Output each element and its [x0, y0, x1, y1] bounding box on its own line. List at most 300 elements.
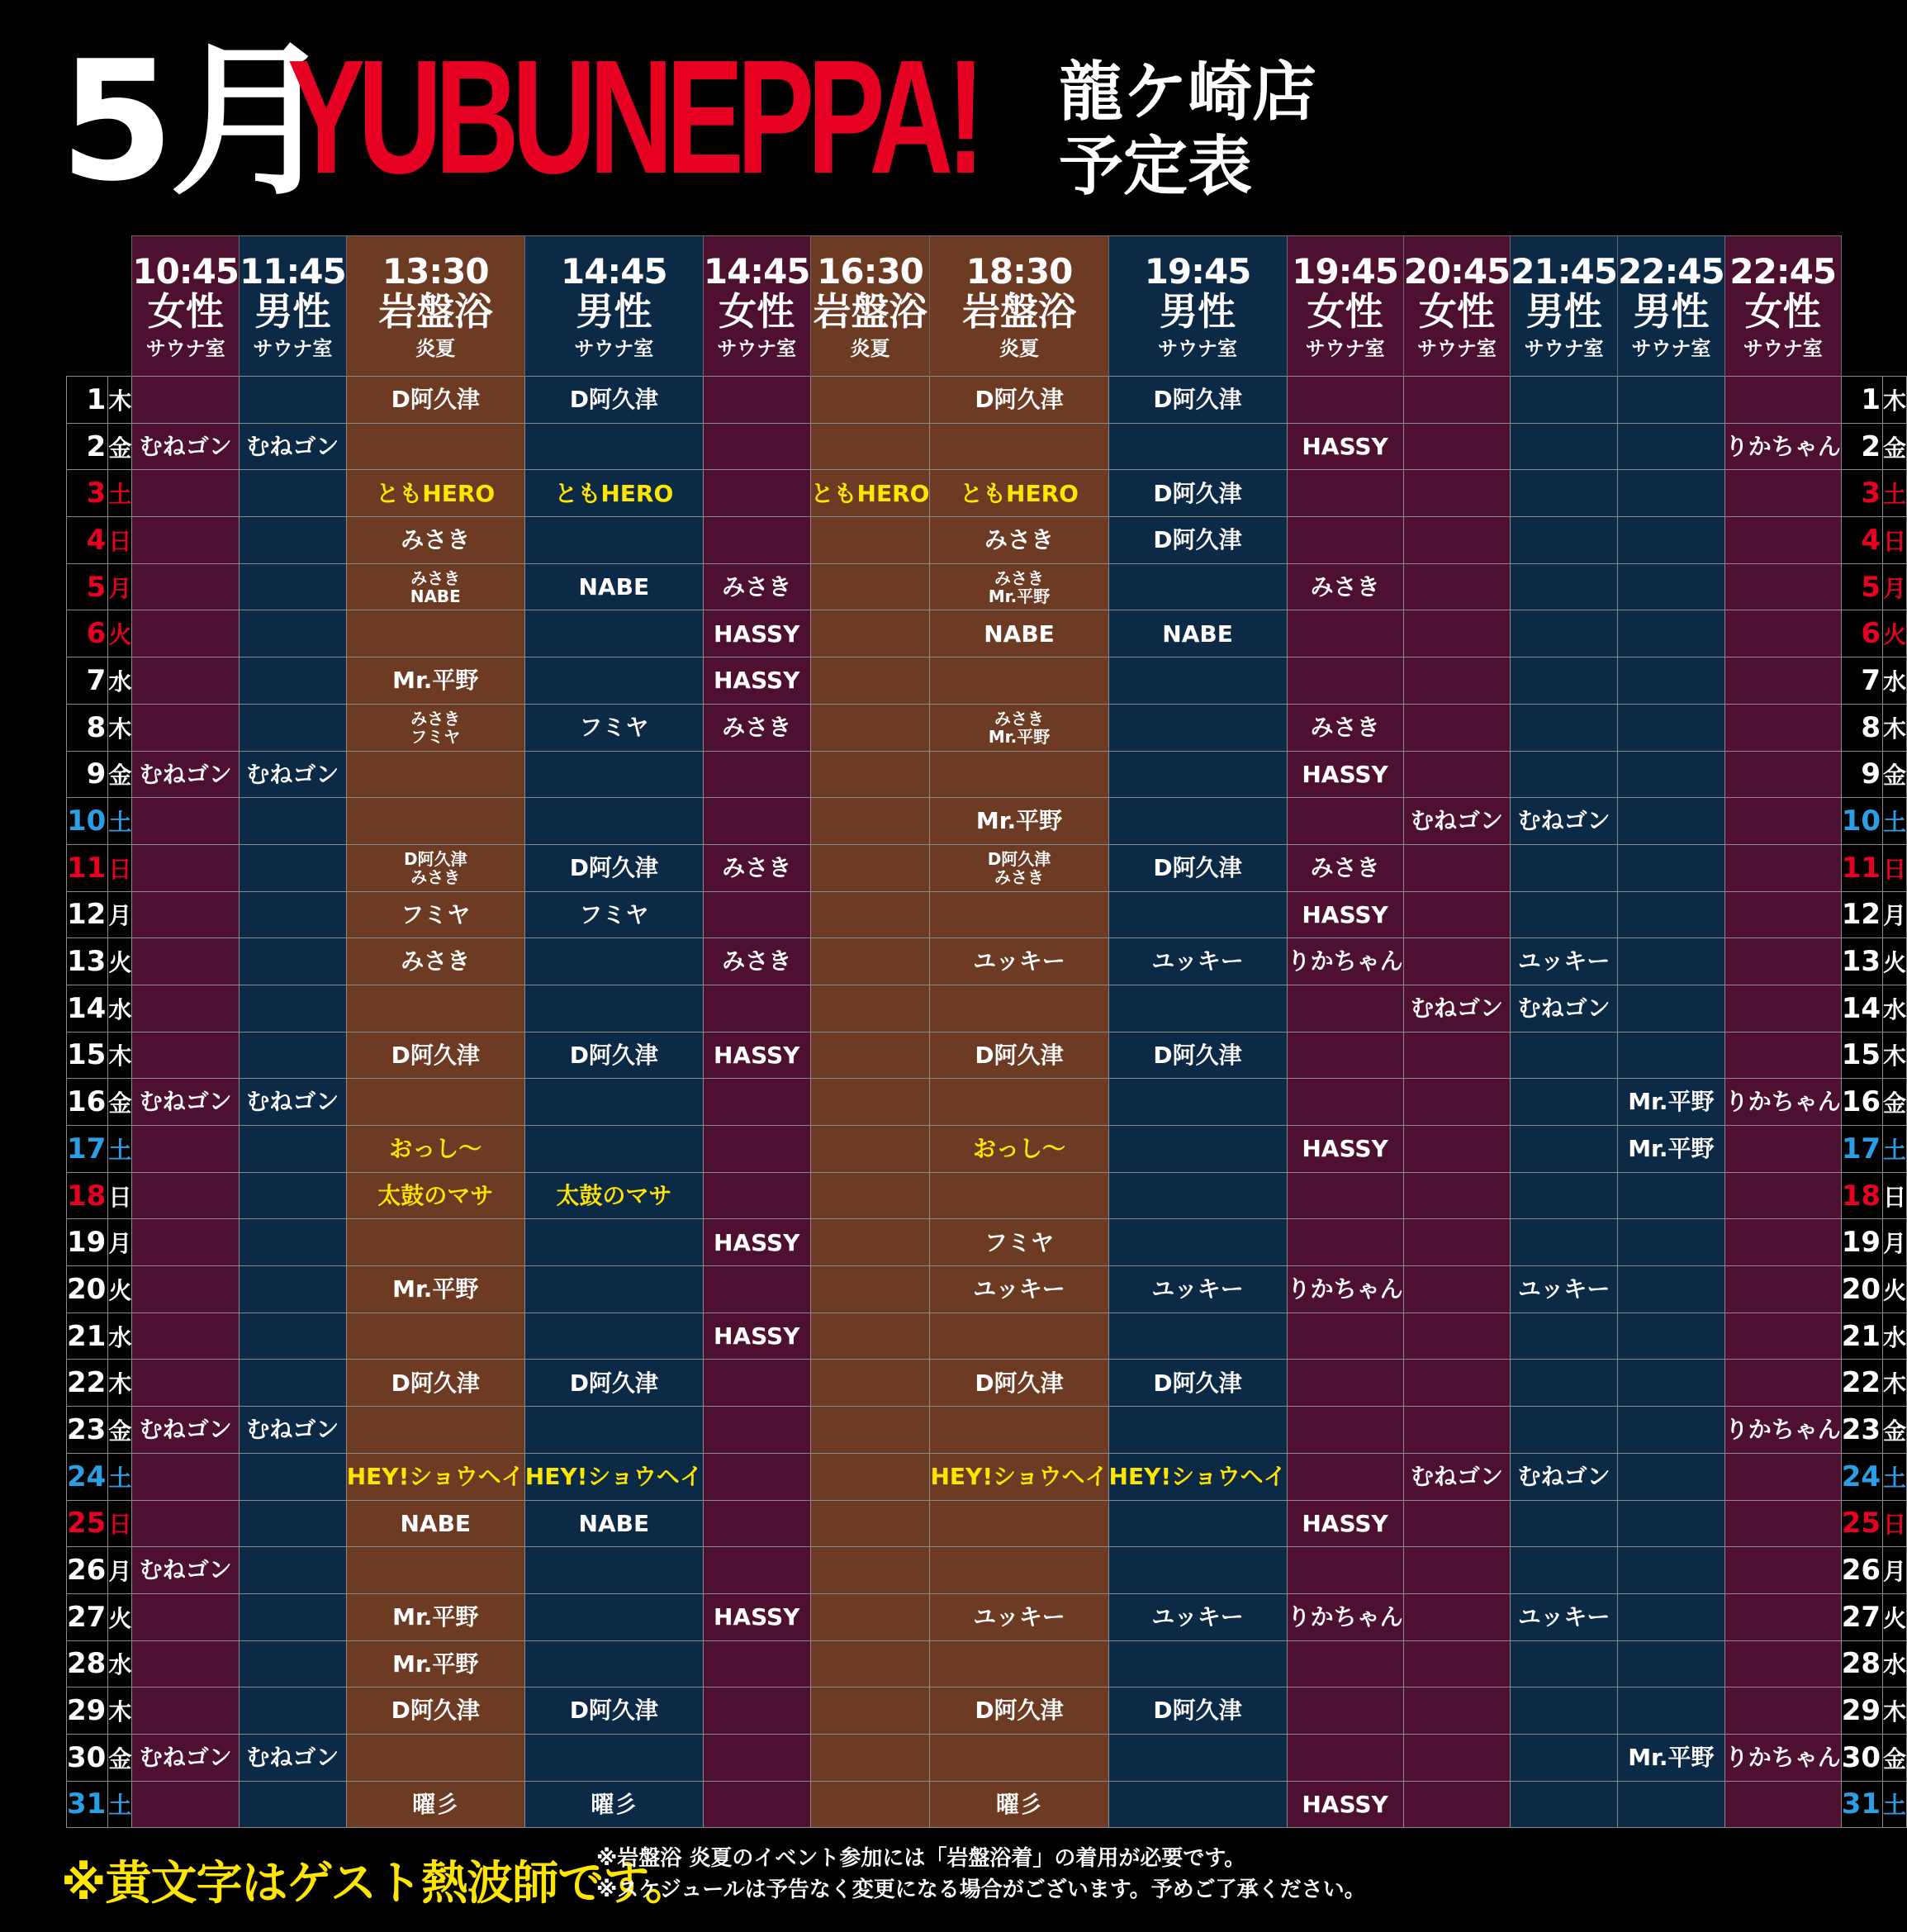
performer-name: みさき	[1310, 854, 1380, 882]
schedule-row	[67, 1360, 1907, 1407]
column-room: サウナ室	[253, 336, 333, 360]
schedule-cell	[346, 1266, 524, 1313]
schedule-cell	[930, 1593, 1108, 1640]
performer-name: HASSY	[1302, 760, 1388, 788]
schedule-row	[67, 1640, 1907, 1688]
performer-name: HASSY	[1302, 900, 1388, 928]
performer-name: NABE	[578, 572, 650, 600]
performer-name: D阿久津	[975, 1697, 1064, 1725]
schedule-cell	[810, 1360, 930, 1407]
schedule-cell	[1403, 1266, 1511, 1313]
schedule-cell	[132, 938, 240, 985]
schedule-cell	[810, 1781, 930, 1828]
schedule-cell	[1403, 844, 1511, 891]
performer-name: D阿久津	[975, 386, 1064, 414]
schedule-cell	[1108, 938, 1287, 985]
day-of-week: 木	[108, 1688, 132, 1735]
schedule-cell	[524, 1219, 703, 1266]
day-of-week-right: 木	[1883, 1688, 1907, 1735]
performer	[1288, 1277, 1403, 1301]
day-number-right: 21	[1841, 1313, 1882, 1360]
schedule-cell	[1287, 517, 1403, 564]
performer-name: ユッキー	[1517, 947, 1611, 975]
day-of-week-right: 月	[1883, 1219, 1907, 1266]
schedule-cell	[1511, 470, 1618, 517]
performer	[1288, 1605, 1403, 1629]
schedule-cell	[703, 1079, 810, 1126]
schedule-cell	[1403, 657, 1511, 705]
schedule-cell	[703, 1360, 810, 1407]
day-number: 3	[67, 470, 108, 517]
performer-name: みさき	[994, 866, 1044, 887]
schedule-cell	[1618, 1593, 1725, 1640]
day-of-week-right: 火	[1883, 610, 1907, 657]
column-room: 炎夏	[999, 336, 1039, 360]
schedule-cell	[1511, 798, 1618, 845]
schedule-cell	[930, 1688, 1108, 1735]
performer-name: D阿久津	[1153, 386, 1242, 414]
schedule-cell	[1108, 423, 1287, 470]
schedule-cell	[1108, 798, 1287, 845]
schedule-cell	[346, 610, 524, 657]
schedule-cell	[930, 563, 1108, 610]
day-number-right: 11	[1841, 844, 1882, 891]
column-room: サウナ室	[145, 336, 225, 360]
schedule-cell	[132, 798, 240, 845]
day-number-right: 27	[1841, 1593, 1882, 1640]
performer	[1511, 1464, 1617, 1488]
schedule-cell	[346, 891, 524, 938]
performer	[1404, 809, 1511, 833]
schedule-cell	[1724, 1734, 1841, 1781]
schedule-cell	[240, 1407, 347, 1454]
schedule-cell	[810, 1172, 930, 1219]
schedule-cell	[1108, 985, 1287, 1032]
schedule-cell	[1108, 470, 1287, 517]
schedule-cell	[1618, 423, 1725, 470]
performer	[930, 850, 1108, 886]
schedule-cell	[132, 610, 240, 657]
schedule-cell	[1287, 1313, 1403, 1360]
schedule-cell	[1511, 1500, 1618, 1547]
performer	[704, 1605, 810, 1629]
performer	[1288, 1137, 1403, 1161]
header-spacer	[1841, 236, 1882, 377]
schedule-cell	[930, 704, 1108, 751]
schedule-cell	[1618, 1453, 1725, 1500]
performer	[930, 1228, 1108, 1256]
note-ganbanyoku: ※岩盤浴 炎夏のイベント参加には「岩盤浴着」の着用が必要です。	[596, 1846, 1246, 1871]
performer-name: D阿久津	[403, 848, 467, 869]
performer	[1109, 1371, 1287, 1395]
schedule-cell	[346, 844, 524, 891]
schedule-cell	[240, 1032, 347, 1079]
schedule-cell	[810, 985, 930, 1032]
schedule-cell	[1403, 1360, 1511, 1407]
schedule-cell	[1618, 1266, 1725, 1313]
performer-name: HASSY	[713, 667, 800, 695]
column-header	[346, 236, 524, 377]
schedule-cell	[524, 1126, 703, 1173]
schedule-cell	[810, 1453, 930, 1500]
schedule-cell	[930, 985, 1108, 1032]
schedule-cell	[1511, 1781, 1618, 1828]
performer-name: HASSY	[1302, 1509, 1388, 1537]
performer-name: みさき	[401, 947, 471, 975]
schedule-cell	[1511, 938, 1618, 985]
schedule-cell	[1511, 563, 1618, 610]
schedule-label: 予定表	[1059, 129, 1253, 204]
schedule-cell	[1511, 1313, 1618, 1360]
schedule-cell	[240, 844, 347, 891]
schedule-cell	[1403, 1593, 1511, 1640]
schedule-cell	[1403, 1407, 1511, 1454]
schedule-row	[67, 1079, 1907, 1126]
performer-name: NABE	[1162, 619, 1233, 648]
schedule-cell	[132, 517, 240, 564]
schedule-cell	[1724, 1266, 1841, 1313]
performer	[930, 1792, 1108, 1816]
schedule-cell	[524, 1500, 703, 1547]
schedule-cell	[346, 1219, 524, 1266]
schedule-row	[67, 423, 1907, 470]
performer	[1618, 1137, 1724, 1161]
schedule-cell	[524, 423, 703, 470]
schedule-cell	[1403, 1500, 1511, 1547]
day-number: 26	[67, 1547, 108, 1594]
performer-name: フミヤ	[984, 1228, 1055, 1256]
schedule-cell	[703, 1547, 810, 1594]
day-of-week: 日	[108, 1500, 132, 1547]
performer-name: 曜彡	[591, 1790, 638, 1818]
day-of-week: 土	[108, 470, 132, 517]
day-of-week-right: 火	[1883, 1266, 1907, 1313]
schedule-cell	[930, 1079, 1108, 1126]
performer	[930, 619, 1108, 648]
day-of-week: 土	[108, 1126, 132, 1173]
day-of-week: 日	[108, 517, 132, 564]
day-number-right: 3	[1841, 470, 1882, 517]
performer	[1724, 1744, 1841, 1772]
schedule-cell	[1618, 891, 1725, 938]
schedule-cell	[524, 1032, 703, 1079]
schedule-cell	[346, 1313, 524, 1360]
schedule-cell	[346, 657, 524, 705]
schedule-row	[67, 844, 1907, 891]
schedule-cell	[1108, 1219, 1287, 1266]
schedule-cell	[1287, 1500, 1403, 1547]
column-time: 19:45	[1144, 251, 1251, 292]
day-number: 14	[67, 985, 108, 1032]
schedule-cell	[810, 891, 930, 938]
schedule-cell	[1618, 1688, 1725, 1735]
schedule-cell	[810, 1313, 930, 1360]
performer-name: ユッキー	[973, 947, 1065, 975]
schedule-cell	[346, 423, 524, 470]
performer-name: Mr.平野	[1628, 1744, 1715, 1772]
day-number: 25	[67, 1500, 108, 1547]
day-number: 19	[67, 1219, 108, 1266]
schedule-cell	[240, 1313, 347, 1360]
schedule-cell	[346, 470, 524, 517]
schedule-cell	[1403, 610, 1511, 657]
title-store	[1059, 56, 1316, 204]
schedule-cell	[1108, 1547, 1287, 1594]
day-of-week: 水	[108, 1640, 132, 1688]
performer	[1288, 949, 1403, 973]
schedule-cell	[1287, 1079, 1403, 1126]
schedule-cell	[132, 1219, 240, 1266]
schedule-cell	[240, 517, 347, 564]
schedule-cell	[132, 1079, 240, 1126]
schedule-cell	[240, 1640, 347, 1688]
schedule-cell	[1511, 1032, 1618, 1079]
schedule-cell	[346, 1688, 524, 1735]
day-number-right: 8	[1841, 704, 1882, 751]
schedule-cell	[1511, 985, 1618, 1032]
schedule-cell	[703, 1126, 810, 1173]
performer	[132, 434, 239, 458]
schedule-cell	[810, 657, 930, 705]
day-of-week-right: 水	[1883, 657, 1907, 705]
schedule-cell	[1108, 517, 1287, 564]
performer-name: りかちゃん	[1287, 1603, 1403, 1631]
schedule-cell	[1108, 1032, 1287, 1079]
schedule-cell	[1511, 1360, 1618, 1407]
day-number: 5	[67, 563, 108, 610]
schedule-cell	[524, 1547, 703, 1594]
schedule-cell	[524, 517, 703, 564]
schedule-cell	[1287, 423, 1403, 470]
schedule-cell	[703, 985, 810, 1032]
schedule-cell	[1724, 1640, 1841, 1688]
schedule-cell	[524, 610, 703, 657]
column-header	[1724, 236, 1841, 377]
schedule-cell	[810, 1079, 930, 1126]
schedule-cell	[1403, 751, 1511, 798]
schedule-cell	[524, 657, 703, 705]
day-of-week-right: 木	[1883, 377, 1907, 424]
column-header	[1403, 236, 1511, 377]
schedule-cell	[930, 751, 1108, 798]
day-number-right: 19	[1841, 1219, 1882, 1266]
schedule-cell	[1403, 1640, 1511, 1688]
schedule-cell	[703, 610, 810, 657]
performer	[240, 762, 346, 786]
day-of-week: 金	[108, 751, 132, 798]
column-header	[1108, 236, 1287, 377]
performer-name: みさき	[1310, 713, 1380, 741]
column-room: サウナ室	[1305, 336, 1385, 360]
column-header	[524, 236, 703, 377]
day-number: 12	[67, 891, 108, 938]
schedule-cell	[524, 377, 703, 424]
day-number: 31	[67, 1781, 108, 1828]
schedule-cell	[1108, 1266, 1287, 1313]
schedule-cell	[1108, 1688, 1287, 1735]
day-of-week: 木	[108, 377, 132, 424]
performer	[525, 715, 703, 739]
day-of-week: 木	[108, 704, 132, 751]
performer-name: むねゴン	[1517, 807, 1611, 835]
day-number-right: 26	[1841, 1547, 1882, 1594]
schedule-cell	[346, 1172, 524, 1219]
day-of-week-right: 金	[1883, 1407, 1907, 1454]
schedule-cell	[1724, 1313, 1841, 1360]
guest-performer	[930, 479, 1108, 507]
day-number-right: 25	[1841, 1500, 1882, 1547]
day-of-week-right: 水	[1883, 1640, 1907, 1688]
performer-name: みさき	[722, 854, 792, 882]
performer-name: むねゴン	[139, 1744, 232, 1772]
schedule-cell	[132, 563, 240, 610]
column-time: 22:45	[1729, 251, 1837, 292]
schedule-row	[67, 377, 1907, 424]
schedule-cell	[1108, 563, 1287, 610]
schedule-cell	[1724, 844, 1841, 891]
performer	[525, 856, 703, 880]
performer	[347, 1697, 524, 1725]
day-of-week: 月	[108, 1547, 132, 1594]
performer-name: NABE	[410, 586, 461, 606]
schedule-row	[67, 1032, 1907, 1079]
column-room: サウナ室	[1158, 336, 1238, 360]
schedule-cell	[930, 1313, 1108, 1360]
performer-name: HASSY	[1302, 1790, 1388, 1818]
schedule-cell	[132, 751, 240, 798]
schedule-cell	[703, 1734, 810, 1781]
column-time: 11:45	[240, 251, 346, 292]
performer	[1288, 1509, 1403, 1537]
performer-name: D阿久津	[391, 1041, 480, 1069]
day-number: 2	[67, 423, 108, 470]
schedule-cell	[1403, 1313, 1511, 1360]
column-time: 18:30	[965, 251, 1073, 292]
column-type: 岩盤浴	[813, 289, 927, 335]
schedule-cell	[930, 1172, 1108, 1219]
schedule-cell	[1618, 985, 1725, 1032]
performer	[1511, 949, 1617, 973]
title-brand: YUBUNEPPA!	[287, 26, 979, 207]
schedule-cell	[240, 1453, 347, 1500]
performer	[347, 900, 524, 928]
day-of-week: 金	[108, 1407, 132, 1454]
schedule-cell	[1287, 704, 1403, 751]
guest-performer	[810, 479, 930, 507]
performer-name: みさき	[410, 708, 461, 729]
schedule-cell	[240, 470, 347, 517]
day-number-right: 9	[1841, 751, 1882, 798]
schedule-cell	[1287, 798, 1403, 845]
performer-name: りかちゃん	[1724, 1416, 1841, 1444]
schedule-cell	[810, 377, 930, 424]
performer-name: 曜彡	[996, 1790, 1043, 1818]
performer	[525, 1697, 703, 1725]
day-of-week-right: 金	[1883, 751, 1907, 798]
day-of-week: 月	[108, 563, 132, 610]
day-number-right: 29	[1841, 1688, 1882, 1735]
schedule-cell	[1618, 1126, 1725, 1173]
performer-name: HASSY	[713, 619, 800, 648]
schedule-cell	[930, 1360, 1108, 1407]
schedule-cell	[1287, 1593, 1403, 1640]
performer-name: ともHERO	[554, 479, 674, 507]
schedule-cell	[810, 704, 930, 751]
performer-name: Mr.平野	[975, 807, 1063, 835]
guest-performer	[930, 1137, 1108, 1161]
column-type: 女性	[1418, 289, 1495, 335]
performer-name: D阿久津	[975, 1369, 1064, 1397]
schedule-cell	[1511, 657, 1618, 705]
day-of-week-right: 土	[1883, 1453, 1907, 1500]
schedule-cell	[1511, 704, 1618, 751]
day-of-week-right: 金	[1883, 1079, 1907, 1126]
schedule-cell	[1287, 985, 1403, 1032]
performer	[704, 1228, 810, 1256]
schedule-cell	[524, 891, 703, 938]
performer	[930, 569, 1108, 605]
note-schedule-change: ※スケジュールは予告なく変更になる場合がございます。予めご了承ください。	[596, 1877, 1366, 1902]
schedule-cell	[132, 470, 240, 517]
performer-name: ともHERO	[960, 479, 1079, 507]
schedule-cell	[1287, 1172, 1403, 1219]
performer-name: D阿久津	[569, 854, 658, 882]
schedule-cell	[703, 1172, 810, 1219]
performer	[930, 1605, 1108, 1629]
day-of-week: 土	[108, 798, 132, 845]
schedule-cell	[1618, 1781, 1725, 1828]
schedule-cell	[1108, 610, 1287, 657]
schedule-cell	[1511, 1172, 1618, 1219]
performer-name: ユッキー	[1517, 1275, 1611, 1303]
schedule-cell	[1108, 657, 1287, 705]
schedule-cell	[1511, 1407, 1618, 1454]
performer-name: ともHERO	[810, 479, 930, 507]
schedule-row	[67, 891, 1907, 938]
schedule-cell	[240, 1688, 347, 1735]
schedule-cell	[1287, 610, 1403, 657]
day-number: 27	[67, 1593, 108, 1640]
schedule-cell	[703, 517, 810, 564]
schedule-cell	[524, 985, 703, 1032]
schedule-cell	[1618, 1172, 1725, 1219]
column-header	[132, 236, 240, 377]
schedule-cell	[1108, 891, 1287, 938]
performer-name: D阿久津	[1153, 1369, 1242, 1397]
column-room: サウナ室	[1631, 336, 1711, 360]
day-of-week: 木	[108, 1032, 132, 1079]
schedule-cell	[930, 1640, 1108, 1688]
column-room: サウナ室	[574, 336, 654, 360]
schedule-cell	[703, 657, 810, 705]
performer	[930, 1043, 1108, 1067]
performer-name: D阿久津	[1153, 854, 1242, 882]
schedule-cell	[524, 1360, 703, 1407]
day-number: 13	[67, 938, 108, 985]
performer-name: HEY!ショウヘイ	[1108, 1462, 1287, 1490]
guest-performer	[525, 1464, 703, 1488]
schedule-cell	[132, 1547, 240, 1594]
performer	[240, 434, 346, 458]
schedule-cell	[703, 938, 810, 985]
day-of-week: 金	[108, 1079, 132, 1126]
schedule-cell	[1618, 563, 1725, 610]
column-type: 女性	[719, 289, 795, 335]
performer-name: HEY!ショウヘイ	[346, 1462, 524, 1490]
performer	[525, 1509, 703, 1537]
schedule-cell	[240, 704, 347, 751]
performer	[525, 386, 703, 414]
